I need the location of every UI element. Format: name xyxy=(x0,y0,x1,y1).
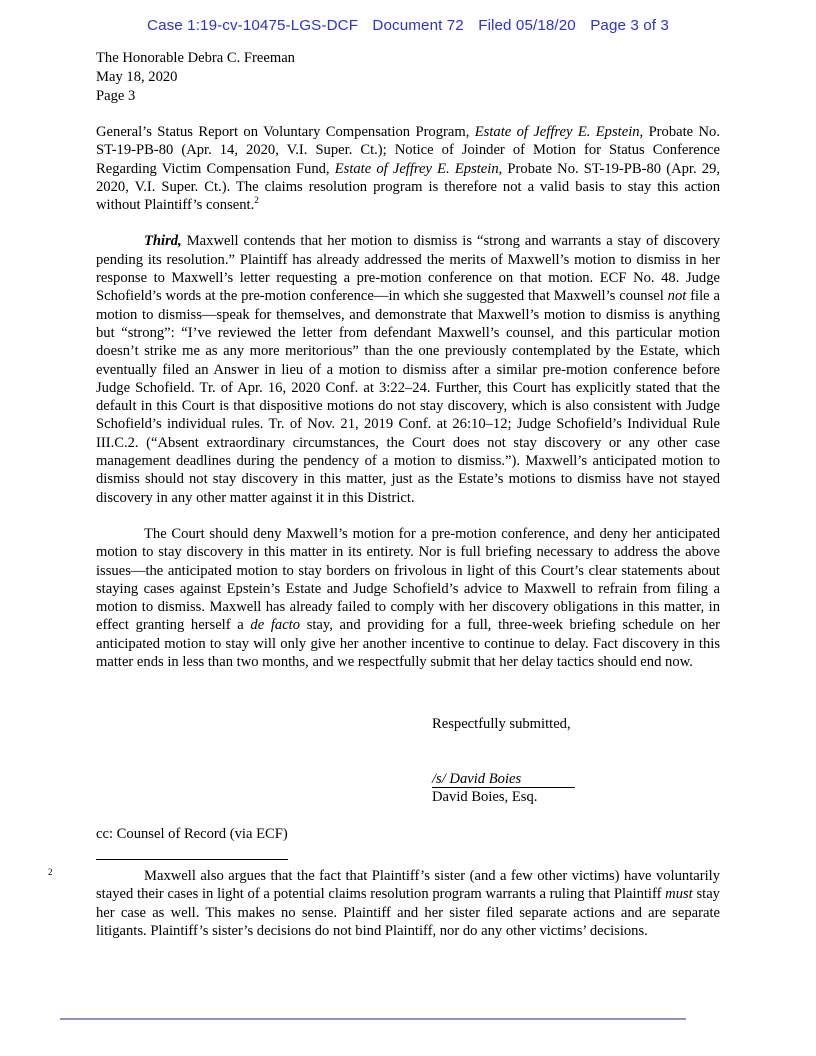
signature-line xyxy=(432,770,732,788)
ecf-filing-header xyxy=(0,17,816,34)
emphasis: de facto xyxy=(250,617,301,634)
signer-name: David Boies, Esq. xyxy=(432,789,538,805)
footnote: 2 Maxwell also argues that the fact that Plaintiff’s sister (and a few other victims) have voluntarily stayed their cases in light of a potential claims resolution program warrants a ruling that Plaintiff must stay her case as well. This makes no sense. Plaintiff and her sister filed separate actions and are separate litigants. Plaintiff’s sister’s decisions do not bind Plaintiff, nor do any other victims’ decisions. xyxy=(96,867,720,940)
addressee: The Honorable Debra C. Freeman xyxy=(96,50,295,66)
complimentary-close: Respectfully submitted, xyxy=(432,716,571,732)
case-number: Case 1:19-cv-10475-LGS-DCF xyxy=(147,17,359,34)
cc-line: cc: Counsel of Record (via ECF) xyxy=(96,826,288,842)
page-bottom-rule xyxy=(60,1018,686,1020)
document-number: Document 72 xyxy=(372,17,464,34)
letter-body xyxy=(96,123,720,689)
emphasis: not xyxy=(667,288,687,305)
case-name: Estate of Jeffrey E. Epstein xyxy=(334,160,499,177)
footnote-reference: 2 xyxy=(254,195,259,206)
page-count: Page 3 of 3 xyxy=(590,17,669,34)
paragraph-lead: Third, xyxy=(144,233,182,250)
letter-date: May 18, 2020 xyxy=(96,69,178,85)
electronic-signature: /s/ David Boies xyxy=(432,771,575,788)
paragraph-conclusion: The Court should deny Maxwell’s motion for a pre-motion conference, and deny her anticipated motion to stay discovery in this matter in its entirety. Nor is full briefing necessary to address the above issues—the anticipated motion to stay borders on frivolous in light of this Court’s clear statements about staying cases against Epstein’s Estate and Judge Schofield’s advice to Maxwell to refrain from filing a motion to dismiss. Maxwell has already failed to comply with her discovery obligations in this matter, in effect granting herself a de facto stay, and providing for a full, three-week briefing schedule on her anticipated motion to stay will only give her another incentive to continue to delay. Fact discovery in this matter ends in less than two months, and we respectfully submit that her delay tactics should end now. xyxy=(96,525,721,671)
filed-date: Filed 05/18/20 xyxy=(478,17,576,34)
paragraph-third-argument: Third, Maxwell contends that her motion to dismiss is “strong and warrants a stay of discovery pending its resolution.” Plaintiff has already addressed the merits of Maxwell’s motion to dismiss in her response to Maxwell’s letter requesting a pre-motion conference on that motion. ECF No. 48. Judge Schofield’s words at the pre-motion conference—in which she suggested that Maxwell’s counsel not file a motion to dismiss—speak for themselves, and demonstrate that Maxwell’s motion to dismiss is anything but “strong”: “I’ve reviewed the letter from defendant Maxwell’s counsel, and this particular motion doesn’t strike me as any more meritorious” than the one previously contemplated by the Estate, which eventually filed an Answer in lieu of a motion to dismiss after a similar pre-motion conference before Judge Schofield. Tr. of Apr. 16, 2020 Conf. at 3:22–24. Further, this Court has explicitly stated that the default in this Court is that dispositive motions do not stay discovery, which is also consistent with Judge Schofield’s individual rules. Tr. of Nov. 21, 2019 Conf. at 26:10–12; Judge Schofield’s Individual Rule III.C.2. (“Absent extraordinary circumstances, the Court does not stay discovery or any other case management deadlines during the pendency of a motion to dismiss.”). Maxwell’s anticipated motion to dismiss should not stay discovery in this matter, just as the Estate’s motions to dismiss have not stayed discovery in any other matter against it in this District. xyxy=(96,233,720,506)
letter-head xyxy=(96,49,720,106)
footnote-divider xyxy=(96,859,288,860)
footnote-number: 2 xyxy=(48,867,53,877)
emphasis: must xyxy=(665,886,693,903)
letter-page: Page 3 xyxy=(96,88,136,104)
case-name: Estate of Jeffrey E. Epstein xyxy=(474,124,640,140)
paragraph-claims-resolution: General’s Status Report on Voluntary Compensation Program, Estate of Jeffrey E. Epstein, Probate No. ST-19-PB-80 (Apr. 14, 2020, V.I. Super. Ct.); Notice of Joinder of Motion for Status Conference Regarding Victim Compensation Fund, Estate of Jeffrey E. Epstein, Probate No. ST-19-PB-80 (Apr. 29, 2020, V.I. Super. Ct.). The claims resolution program is therefore not a valid basis to stay this action without Plaintiff’s consent.$^2$ xyxy=(96,124,721,214)
